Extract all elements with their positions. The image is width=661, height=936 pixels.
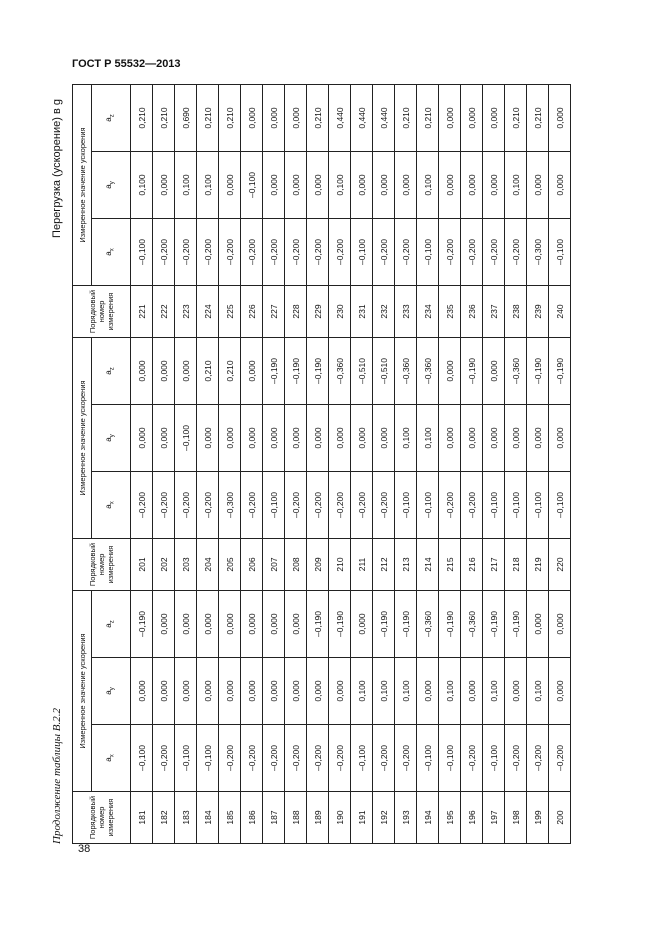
az-cell: 0,000 <box>461 85 483 152</box>
az-cell: 0,210 <box>219 338 241 405</box>
page-header: ГОСТ Р 55532—2013 <box>72 58 181 70</box>
az-cell: 0,210 <box>505 85 527 152</box>
az-cell: 0,000 <box>483 85 505 152</box>
ax-cell: –0,200 <box>329 219 351 286</box>
ax-cell: –0,200 <box>219 219 241 286</box>
table-row <box>439 85 461 844</box>
az-cell: 0,000 <box>153 338 175 405</box>
az-cell: –0,190 <box>483 591 505 658</box>
measurement-number-cell: 185 <box>219 792 241 844</box>
ay-cell: 0,100 <box>351 658 373 725</box>
az-cell: 0,210 <box>197 338 219 405</box>
table-row <box>241 85 263 844</box>
ax-cell: –0,200 <box>395 219 417 286</box>
measurement-number-cell: 186 <box>241 792 263 844</box>
az-cell: 0,210 <box>153 85 175 152</box>
ax-cell: –0,200 <box>285 725 307 792</box>
ax-cell: –0,200 <box>307 219 329 286</box>
measurement-number-cell: 198 <box>505 792 527 844</box>
ax-cell: –0,100 <box>439 725 461 792</box>
measurement-number-cell: 225 <box>219 286 241 338</box>
table-row <box>395 85 417 844</box>
table-row <box>197 85 219 844</box>
az-header: $a_z$ <box>92 591 131 658</box>
measurement-number-cell: 235 <box>439 286 461 338</box>
measurement-number-cell: 233 <box>395 286 417 338</box>
table-row <box>351 85 373 844</box>
ax-cell: –0,200 <box>241 725 263 792</box>
az-header: $a_z$ <box>92 338 131 405</box>
ax-cell: –0,200 <box>483 219 505 286</box>
az-cell: –0,190 <box>307 338 329 405</box>
ay-cell: 0,100 <box>197 152 219 219</box>
rotated-content <box>42 84 582 844</box>
table-row <box>263 85 285 844</box>
measurement-number-cell: 216 <box>461 539 483 591</box>
ax-cell: –0,100 <box>197 725 219 792</box>
ax-cell: –0,200 <box>439 472 461 539</box>
ay-cell: 0,000 <box>263 658 285 725</box>
az-header: $a_z$ <box>92 85 131 152</box>
measurement-number-cell: 192 <box>373 792 395 844</box>
az-cell: 0,440 <box>329 85 351 152</box>
measurement-number-cell: 221 <box>131 286 153 338</box>
ax-cell: –0,100 <box>483 725 505 792</box>
az-cell: –0,190 <box>373 591 395 658</box>
ay-cell: 0,100 <box>329 152 351 219</box>
az-cell: 0,000 <box>175 338 197 405</box>
ax-cell: –0,100 <box>483 472 505 539</box>
ax-cell: –0,200 <box>241 219 263 286</box>
ax-cell: –0,200 <box>351 472 373 539</box>
ay-cell: 0,000 <box>505 658 527 725</box>
ay-cell: 0,000 <box>263 152 285 219</box>
az-cell: –0,190 <box>461 338 483 405</box>
ay-cell: 0,000 <box>417 658 439 725</box>
ay-cell: 0,000 <box>131 658 153 725</box>
ay-header: $a_y$ <box>92 152 131 219</box>
az-cell: –0,360 <box>395 338 417 405</box>
ay-cell: 0,000 <box>549 405 571 472</box>
az-cell: –0,360 <box>461 591 483 658</box>
ay-cell: 0,000 <box>219 658 241 725</box>
ax-cell: –0,200 <box>373 725 395 792</box>
ax-header: $a_x$ <box>92 219 131 286</box>
acceleration-table <box>72 84 571 844</box>
ax-cell: –0,200 <box>307 725 329 792</box>
az-cell: 0,440 <box>351 85 373 152</box>
measurement-number-cell: 207 <box>263 539 285 591</box>
table-body <box>131 85 571 844</box>
az-cell: –0,190 <box>395 591 417 658</box>
measurement-number-cell: 212 <box>373 539 395 591</box>
measurement-number-cell: 238 <box>505 286 527 338</box>
ax-cell: –0,200 <box>219 725 241 792</box>
measurement-number-cell: 234 <box>417 286 439 338</box>
ax-header: $a_x$ <box>92 725 131 792</box>
ax-cell: –0,200 <box>263 219 285 286</box>
ay-cell: 0,100 <box>527 658 549 725</box>
az-cell: 0,000 <box>285 85 307 152</box>
ax-cell: –0,200 <box>307 472 329 539</box>
measurement-number-cell: 206 <box>241 539 263 591</box>
ay-cell: 0,000 <box>373 152 395 219</box>
num-header: Порядковый номер измерения <box>73 539 131 591</box>
ay-cell: 0,000 <box>527 152 549 219</box>
ax-cell: –0,200 <box>175 219 197 286</box>
ay-cell: 0,000 <box>549 658 571 725</box>
ax-cell: –0,100 <box>131 219 153 286</box>
measurement-number-cell: 184 <box>197 792 219 844</box>
az-cell: 0,000 <box>549 85 571 152</box>
measurement-number-cell: 193 <box>395 792 417 844</box>
ay-cell: 0,100 <box>505 152 527 219</box>
az-cell: 0,000 <box>439 338 461 405</box>
ax-cell: –0,300 <box>527 219 549 286</box>
ay-cell: 0,000 <box>219 405 241 472</box>
measurement-number-cell: 240 <box>549 286 571 338</box>
measurement-number-cell: 236 <box>461 286 483 338</box>
ay-cell: 0,100 <box>131 152 153 219</box>
ax-cell: –0,100 <box>549 219 571 286</box>
az-cell: 0,000 <box>241 591 263 658</box>
az-cell: 0,690 <box>175 85 197 152</box>
az-cell: –0,190 <box>549 338 571 405</box>
az-cell: 0,000 <box>527 591 549 658</box>
az-cell: 0,000 <box>263 591 285 658</box>
ax-cell: –0,100 <box>505 472 527 539</box>
table-row <box>329 85 351 844</box>
measurement-number-cell: 227 <box>263 286 285 338</box>
table-row <box>549 85 571 844</box>
ax-cell: –0,200 <box>439 219 461 286</box>
measurement-number-cell: 191 <box>351 792 373 844</box>
ax-cell: –0,200 <box>197 472 219 539</box>
ax-cell: –0,200 <box>263 725 285 792</box>
measurement-number-cell: 218 <box>505 539 527 591</box>
measurement-number-cell: 239 <box>527 286 549 338</box>
measurement-number-cell: 200 <box>549 792 571 844</box>
ax-cell: –0,200 <box>241 472 263 539</box>
table-row <box>219 85 241 844</box>
az-cell: 0,000 <box>285 591 307 658</box>
az-cell: 0,210 <box>131 85 153 152</box>
ax-cell: –0,200 <box>373 219 395 286</box>
ax-cell: –0,200 <box>395 725 417 792</box>
table-unit: Перегрузка (ускорение) в g <box>51 99 63 238</box>
measurement-number-cell: 199 <box>527 792 549 844</box>
ay-cell: 0,000 <box>505 405 527 472</box>
ay-header: $a_y$ <box>92 405 131 472</box>
ay-cell: 0,100 <box>439 658 461 725</box>
ay-cell: 0,000 <box>549 152 571 219</box>
az-cell: 0,000 <box>439 85 461 152</box>
ay-cell: 0,000 <box>373 405 395 472</box>
group-header: Измеренное значение ускорения <box>73 85 92 286</box>
az-cell: –0,190 <box>307 591 329 658</box>
measurement-number-cell: 228 <box>285 286 307 338</box>
ax-cell: –0,100 <box>395 472 417 539</box>
table-row <box>131 85 153 844</box>
az-cell: 0,210 <box>395 85 417 152</box>
ax-cell: –0,100 <box>263 472 285 539</box>
measurement-number-cell: 229 <box>307 286 329 338</box>
measurement-number-cell: 188 <box>285 792 307 844</box>
ax-cell: –0,200 <box>329 725 351 792</box>
az-cell: 0,000 <box>483 338 505 405</box>
measurement-number-cell: 219 <box>527 539 549 591</box>
measurement-number-cell: 215 <box>439 539 461 591</box>
ay-cell: 0,000 <box>241 658 263 725</box>
ay-cell: 0,000 <box>461 405 483 472</box>
ax-cell: –0,200 <box>131 472 153 539</box>
ax-cell: –0,300 <box>219 472 241 539</box>
measurement-number-cell: 226 <box>241 286 263 338</box>
ay-cell: –0,100 <box>241 152 263 219</box>
measurement-number-cell: 201 <box>131 539 153 591</box>
ay-cell: 0,000 <box>527 405 549 472</box>
az-cell: –0,190 <box>131 591 153 658</box>
ay-header: $a_y$ <box>92 658 131 725</box>
az-cell: 0,000 <box>131 338 153 405</box>
ax-cell: –0,100 <box>131 725 153 792</box>
ax-cell: –0,200 <box>505 219 527 286</box>
ax-header: $a_x$ <box>92 472 131 539</box>
table-row <box>285 85 307 844</box>
table-continuation: Продолжение таблицы В.2.2 <box>51 708 63 844</box>
measurement-number-cell: 209 <box>307 539 329 591</box>
az-cell: 0,000 <box>175 591 197 658</box>
rotated-table-area <box>42 84 661 844</box>
ax-cell: –0,200 <box>329 472 351 539</box>
ay-cell: 0,100 <box>483 658 505 725</box>
ay-cell: 0,000 <box>175 658 197 725</box>
ay-cell: 0,000 <box>197 658 219 725</box>
ay-cell: 0,000 <box>351 152 373 219</box>
ay-cell: 0,000 <box>439 405 461 472</box>
ay-cell: 0,000 <box>461 152 483 219</box>
az-cell: –0,190 <box>527 338 549 405</box>
ay-cell: 0,100 <box>395 658 417 725</box>
measurement-number-cell: 223 <box>175 286 197 338</box>
table-row <box>527 85 549 844</box>
ax-cell: –0,200 <box>153 219 175 286</box>
ay-cell: 0,000 <box>329 405 351 472</box>
measurement-number-cell: 203 <box>175 539 197 591</box>
ax-cell: –0,200 <box>285 472 307 539</box>
ay-cell: 0,000 <box>329 658 351 725</box>
ay-cell: 0,000 <box>153 405 175 472</box>
measurement-number-cell: 237 <box>483 286 505 338</box>
measurement-number-cell: 205 <box>219 539 241 591</box>
measurement-number-cell: 230 <box>329 286 351 338</box>
ay-cell: 0,000 <box>439 152 461 219</box>
ay-cell: 0,000 <box>263 405 285 472</box>
ay-cell: 0,000 <box>395 152 417 219</box>
az-cell: –0,190 <box>329 591 351 658</box>
ax-cell: –0,200 <box>285 219 307 286</box>
az-cell: 0,440 <box>373 85 395 152</box>
measurement-number-cell: 197 <box>483 792 505 844</box>
ay-cell: 0,000 <box>285 152 307 219</box>
ax-cell: –0,100 <box>417 219 439 286</box>
ay-cell: 0,100 <box>395 405 417 472</box>
ax-cell: –0,200 <box>153 725 175 792</box>
measurement-number-cell: 190 <box>329 792 351 844</box>
ay-cell: 0,000 <box>351 405 373 472</box>
ax-cell: –0,100 <box>351 725 373 792</box>
measurement-number-cell: 231 <box>351 286 373 338</box>
ay-cell: 0,100 <box>175 152 197 219</box>
az-cell: 0,000 <box>241 85 263 152</box>
az-cell: 0,000 <box>197 591 219 658</box>
table-row <box>505 85 527 844</box>
table-row <box>417 85 439 844</box>
ax-cell: –0,200 <box>175 472 197 539</box>
ay-cell: –0,100 <box>175 405 197 472</box>
measurement-number-cell: 202 <box>153 539 175 591</box>
ax-cell: –0,100 <box>175 725 197 792</box>
measurement-number-cell: 195 <box>439 792 461 844</box>
measurement-number-cell: 196 <box>461 792 483 844</box>
az-cell: –0,360 <box>417 591 439 658</box>
measurement-number-cell: 208 <box>285 539 307 591</box>
table-row <box>461 85 483 844</box>
ay-cell: 0,000 <box>153 152 175 219</box>
table-row <box>175 85 197 844</box>
ay-cell: 0,000 <box>307 405 329 472</box>
table-row <box>373 85 395 844</box>
ay-cell: 0,000 <box>197 405 219 472</box>
table-row <box>307 85 329 844</box>
az-cell: 0,210 <box>417 85 439 152</box>
az-cell: 0,000 <box>549 591 571 658</box>
ax-cell: –0,200 <box>153 472 175 539</box>
ay-cell: 0,000 <box>153 658 175 725</box>
measurement-number-cell: 194 <box>417 792 439 844</box>
az-cell: –0,360 <box>417 338 439 405</box>
az-cell: –0,190 <box>439 591 461 658</box>
group-header: Измеренное значение ускорения <box>73 591 92 792</box>
ay-cell: 0,000 <box>285 658 307 725</box>
measurement-number-cell: 183 <box>175 792 197 844</box>
page-number: 38 <box>78 843 91 855</box>
table-row <box>483 85 505 844</box>
az-cell: 0,000 <box>263 85 285 152</box>
az-cell: 0,210 <box>527 85 549 152</box>
ax-cell: –0,200 <box>549 725 571 792</box>
measurement-number-cell: 187 <box>263 792 285 844</box>
az-cell: –0,510 <box>351 338 373 405</box>
ay-cell: 0,000 <box>285 405 307 472</box>
ax-cell: –0,200 <box>461 219 483 286</box>
ax-cell: –0,100 <box>351 219 373 286</box>
measurement-number-cell: 210 <box>329 539 351 591</box>
ay-cell: 0,000 <box>241 405 263 472</box>
az-cell: –0,360 <box>329 338 351 405</box>
measurement-number-cell: 211 <box>351 539 373 591</box>
num-header: Порядковый номер измерения <box>73 792 131 844</box>
az-cell: 0,210 <box>197 85 219 152</box>
ay-cell: 0,000 <box>219 152 241 219</box>
measurement-number-cell: 182 <box>153 792 175 844</box>
ay-cell: 0,000 <box>307 152 329 219</box>
ax-cell: –0,200 <box>197 219 219 286</box>
az-cell: 0,210 <box>219 85 241 152</box>
measurement-number-cell: 217 <box>483 539 505 591</box>
ax-cell: –0,200 <box>505 725 527 792</box>
ay-cell: 0,000 <box>483 405 505 472</box>
az-cell: 0,000 <box>351 591 373 658</box>
measurement-number-cell: 220 <box>549 539 571 591</box>
ax-cell: –0,100 <box>417 725 439 792</box>
ax-cell: –0,100 <box>417 472 439 539</box>
ax-cell: –0,100 <box>549 472 571 539</box>
ax-cell: –0,200 <box>373 472 395 539</box>
ay-cell: 0,100 <box>417 152 439 219</box>
measurement-number-cell: 189 <box>307 792 329 844</box>
az-cell: 0,000 <box>241 338 263 405</box>
table-row <box>153 85 175 844</box>
measurement-number-cell: 213 <box>395 539 417 591</box>
ay-cell: 0,100 <box>373 658 395 725</box>
az-cell: –0,190 <box>285 338 307 405</box>
measurement-number-cell: 222 <box>153 286 175 338</box>
az-cell: –0,190 <box>505 591 527 658</box>
measurement-number-cell: 204 <box>197 539 219 591</box>
az-cell: 0,000 <box>153 591 175 658</box>
ay-cell: 0,000 <box>461 658 483 725</box>
measurement-number-cell: 224 <box>197 286 219 338</box>
az-cell: –0,360 <box>505 338 527 405</box>
ax-cell: –0,100 <box>527 472 549 539</box>
group-header: Измеренное значение ускорения <box>73 338 92 539</box>
az-cell: 0,210 <box>307 85 329 152</box>
ay-cell: 0,100 <box>417 405 439 472</box>
az-cell: 0,000 <box>219 591 241 658</box>
measurement-number-cell: 232 <box>373 286 395 338</box>
az-cell: –0,510 <box>373 338 395 405</box>
measurement-number-cell: 214 <box>417 539 439 591</box>
ax-cell: –0,200 <box>461 472 483 539</box>
num-header: Порядковый номер измерения <box>73 286 131 338</box>
az-cell: –0,190 <box>263 338 285 405</box>
measurement-number-cell: 181 <box>131 792 153 844</box>
ay-cell: 0,000 <box>307 658 329 725</box>
ax-cell: –0,200 <box>527 725 549 792</box>
ay-cell: 0,000 <box>131 405 153 472</box>
ay-cell: 0,000 <box>483 152 505 219</box>
ax-cell: –0,200 <box>461 725 483 792</box>
